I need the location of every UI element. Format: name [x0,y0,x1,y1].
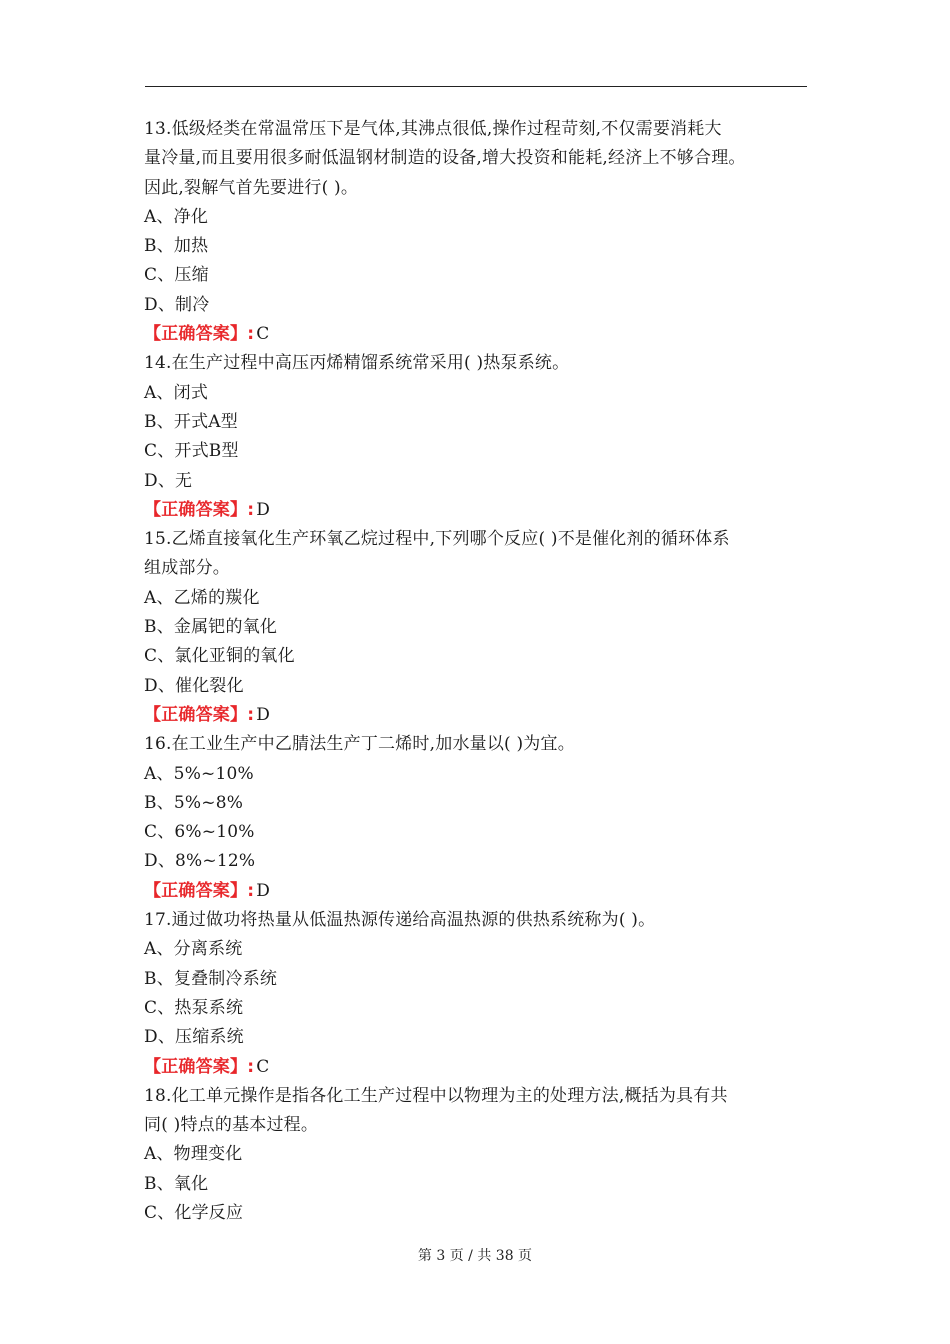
question-list [144,115,814,1228]
answer-option: D、无 [144,470,193,491]
question-stem-line: 组成部分。 [144,558,230,579]
answer-option: A、5%~10% [144,763,254,784]
answer-option: B、加热 [144,236,209,257]
answer-option: B、氧化 [144,1173,209,1194]
answer-option: A、分离系统 [144,939,243,960]
correct-answer [144,320,814,349]
answer-option: A、物理变化 [144,1144,243,1165]
correct-answer-label: 【正确答案】: [144,324,255,345]
correct-answer [144,496,814,525]
answer-option: D、催化裂化 [144,675,244,696]
header-rule [145,86,807,87]
correct-answer-value: D [256,704,271,725]
answer-option: A、净化 [144,206,209,227]
correct-answer-value: C [256,324,270,345]
answer-option: A、乙烯的羰化 [144,587,260,608]
question-stem-line: 量冷量,而且要用很多耐低温钢材制造的设备,增大投资和能耗,经济上不够合理。 [144,148,746,169]
question-block [144,1082,814,1228]
question-block [144,525,814,730]
correct-answer [144,1053,814,1082]
answer-option: D、8%~12% [144,851,256,872]
answer-option: C、6%~10% [144,822,255,843]
question-block [144,730,814,906]
correct-answer-value: D [256,499,271,520]
correct-answer-value: D [256,880,271,901]
answer-option: A、闭式 [144,382,209,403]
question-block [144,906,814,1082]
question-block [144,349,814,525]
answer-option: C、化学反应 [144,1202,244,1223]
question-stem-line: 14.在生产过程中高压丙烯精馏系统常采用( )热泵系统。 [144,353,570,374]
question-stem-line: 13.低级烃类在常温常压下是气体,其沸点很低,操作过程苛刻,不仅需要消耗大 [144,119,722,139]
answer-option: D、制冷 [144,294,210,315]
correct-answer [144,877,814,906]
question-stem-line: 因此,裂解气首先要进行( )。 [144,177,359,198]
answer-option: B、复叠制冷系统 [144,968,278,989]
page-number: 第 3 页 / 共 38 页 [417,1248,533,1264]
answer-option: D、压缩系统 [144,1027,244,1048]
answer-option: C、热泵系统 [144,997,244,1018]
answer-option: C、开式B型 [144,441,239,462]
answer-option: B、5%~8% [144,792,244,813]
question-stem-line: 16.在工业生产中乙腈法生产丁二烯时,加水量以( )为宜。 [144,734,575,755]
answer-option: B、开式A型 [144,411,238,432]
question-stem-line: 17.通过做功将热量从低温热源传递给高温热源的供热系统称为( )。 [144,910,656,931]
answer-option: C、氯化亚铜的氧化 [144,646,295,667]
correct-answer-value: C [256,1056,270,1077]
correct-answer-label: 【正确答案】: [144,499,255,520]
answer-option: C、压缩 [144,265,209,286]
question-block [144,115,814,349]
correct-answer [144,701,814,730]
correct-answer-label: 【正确答案】: [144,704,255,725]
question-stem-line: 18.化工单元操作是指各化工生产过程中以物理为主的处理方法,概括为具有共 [144,1085,728,1106]
answer-option: B、金属钯的氧化 [144,617,278,638]
correct-answer-label: 【正确答案】: [144,880,255,901]
correct-answer-label: 【正确答案】: [144,1056,255,1077]
question-stem-line: 15.乙烯直接氧化生产环氧乙烷过程中,下列哪个反应( )不是催化剂的循环体系 [144,529,730,550]
question-stem-line: 同( )特点的基本过程。 [144,1115,319,1136]
